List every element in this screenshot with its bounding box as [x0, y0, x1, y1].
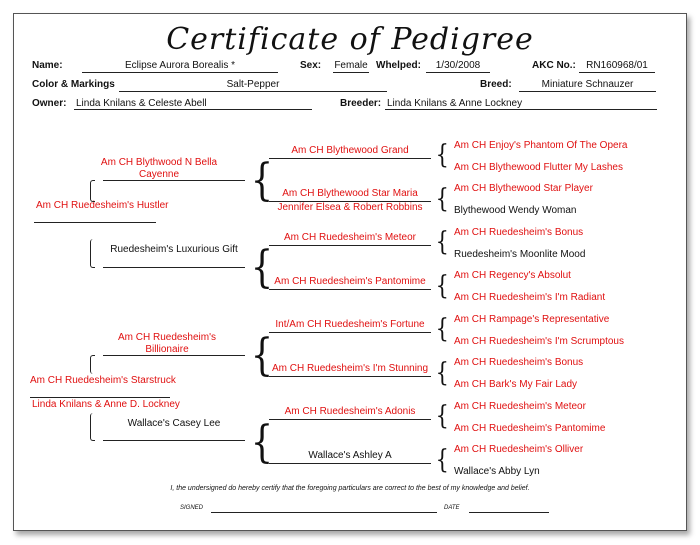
sire-bracket-bottom: [90, 239, 95, 268]
gen4-name-3: Am CH Blythewood Star Player: [454, 183, 593, 194]
gen4-name-14: Am CH Ruedesheim's Pantomime: [454, 423, 606, 434]
pedigree-certificate: [13, 13, 687, 531]
gen3-name-8: Wallace's Ashley A: [308, 450, 392, 461]
gen2-name-4: Wallace's Casey Lee: [127, 418, 221, 429]
whelped-field: 1/30/2008: [426, 60, 490, 73]
owner-label: Owner:: [32, 98, 67, 109]
akc-label: AKC No.:: [532, 60, 576, 71]
certification-statement: I, the undersigned do hereby certify that the foregoing particulars are correct to the best of my knowledge and belief.: [170, 485, 530, 492]
color-field: Salt-Pepper: [119, 79, 387, 92]
sire-line: [34, 222, 156, 223]
signature-line: [211, 512, 437, 513]
breed-label: Breed:: [480, 79, 512, 90]
whelped-label: Whelped:: [376, 60, 421, 71]
dam-line: [30, 397, 170, 398]
gen4-name-1: Am CH Enjoy's Phantom Of The Opera: [454, 140, 628, 151]
gen3-brace-7: {: [435, 401, 449, 431]
gen3-line-6: [269, 376, 431, 377]
gen4-name-7: Am CH Regency's Absolut: [454, 270, 571, 281]
gen3-name-2: Am CH Blythewood Star Maria: [282, 188, 418, 199]
gen3-line-1: [269, 158, 431, 159]
dam-bracket-bottom: [90, 413, 95, 441]
gen3-line-4: [269, 289, 431, 290]
gen2-line-1: [103, 180, 245, 181]
gen2-line-4: [103, 440, 245, 441]
gen3-brace-2: {: [435, 184, 449, 214]
gen3-brace-8: {: [435, 445, 449, 475]
gen3-line-8: [269, 463, 431, 464]
gen2-brace-1: {: [250, 155, 274, 206]
gen2-brace-4: {: [250, 417, 274, 468]
name-label: Name:: [32, 60, 63, 71]
gen4-name-16: Wallace's Abby Lyn: [454, 466, 540, 477]
dam-owner: Linda Knilans & Anne D. Lockney: [32, 399, 180, 410]
gen4-name-6: Ruedesheim's Moonlite Mood: [454, 249, 586, 260]
gen3-name-5: Int/Am CH Ruedesheim's Fortune: [275, 319, 425, 330]
breed-field: Miniature Schnauzer: [519, 79, 656, 92]
gen4-name-13: Am CH Ruedesheim's Meteor: [454, 401, 586, 412]
gen3-name-4: Am CH Ruedesheim's Pantomime: [274, 276, 426, 287]
gen3-brace-6: {: [435, 358, 449, 388]
gen3-brace-5: {: [435, 314, 449, 344]
date-label: DATE: [444, 505, 460, 511]
gen2-name-2: Ruedesheim's Luxurious Gift: [110, 244, 238, 255]
gen2-brace-2: {: [250, 242, 274, 293]
color-label: Color & Markings: [32, 79, 115, 90]
gen4-name-11: Am CH Ruedesheim's Bonus: [454, 357, 584, 368]
dam-bracket-top: [90, 355, 95, 374]
gen4-name-9: Am CH Rampage's Representative: [454, 314, 610, 325]
sire-name: Am CH Ruedesheim's Hustler: [36, 200, 169, 211]
gen3-brace-4: {: [435, 271, 449, 301]
gen4-name-10: Am CH Ruedesheim's I'm Scrumptous: [454, 336, 624, 347]
gen4-name-8: Am CH Ruedesheim's I'm Radiant: [454, 292, 606, 303]
dam-name: Am CH Ruedesheim's Starstruck: [30, 375, 176, 386]
gen4-name-12: Am CH Bark's My Fair Lady: [454, 379, 578, 390]
gen3-name-1: Am CH Blythewood Grand: [291, 145, 409, 156]
gen2-brace-3: {: [250, 330, 274, 381]
gen3-line-7: [269, 419, 431, 420]
gen2-name-3: Am CH Ruedesheim's Billionaire: [117, 332, 217, 355]
gen3-name-3: Am CH Ruedesheim's Meteor: [284, 232, 416, 243]
akc-field: RN160968/01: [579, 60, 655, 73]
gen3-name-7: Am CH Ruedesheim's Adonis: [284, 406, 416, 417]
gen3-line-5: [269, 332, 431, 333]
gen3-brace-1: {: [435, 140, 449, 170]
gen4-name-5: Am CH Ruedesheim's Bonus: [454, 227, 584, 238]
name-field: Eclipse Aurora Borealis *: [82, 60, 278, 73]
date-line: [469, 512, 549, 513]
gen3-line-3: [269, 245, 431, 246]
owner-field: Linda Knilans & Celeste Abell: [74, 98, 312, 110]
gen3-name-6: Am CH Ruedesheim's I'm Stunning: [271, 363, 429, 374]
gen3-owner-note: Jennifer Elsea & Robert Robbins: [277, 202, 423, 213]
page-title: Certificate of Pedigree: [166, 22, 534, 57]
gen4-name-2: Am CH Blythewood Flutter My Lashes: [454, 162, 623, 173]
signed-label: SIGNED: [180, 505, 204, 511]
sex-label: Sex:: [300, 60, 322, 71]
gen4-name-4: Blythewood Wendy Woman: [454, 205, 577, 216]
sire-bracket-top: [90, 180, 95, 202]
gen2-name-1: Am CH Blythwood N Bella Cayenne: [100, 157, 218, 180]
sex-field: Female: [334, 60, 368, 71]
gen2-line-2: [103, 267, 245, 268]
gen2-line-3: [103, 355, 245, 356]
breeder-label: Breeder:: [340, 98, 382, 109]
gen3-brace-3: {: [435, 227, 449, 257]
breeder-field: Linda Knilans & Anne Lockney: [385, 98, 657, 110]
gen4-name-15: Am CH Ruedesheim's Olliver: [454, 444, 584, 455]
